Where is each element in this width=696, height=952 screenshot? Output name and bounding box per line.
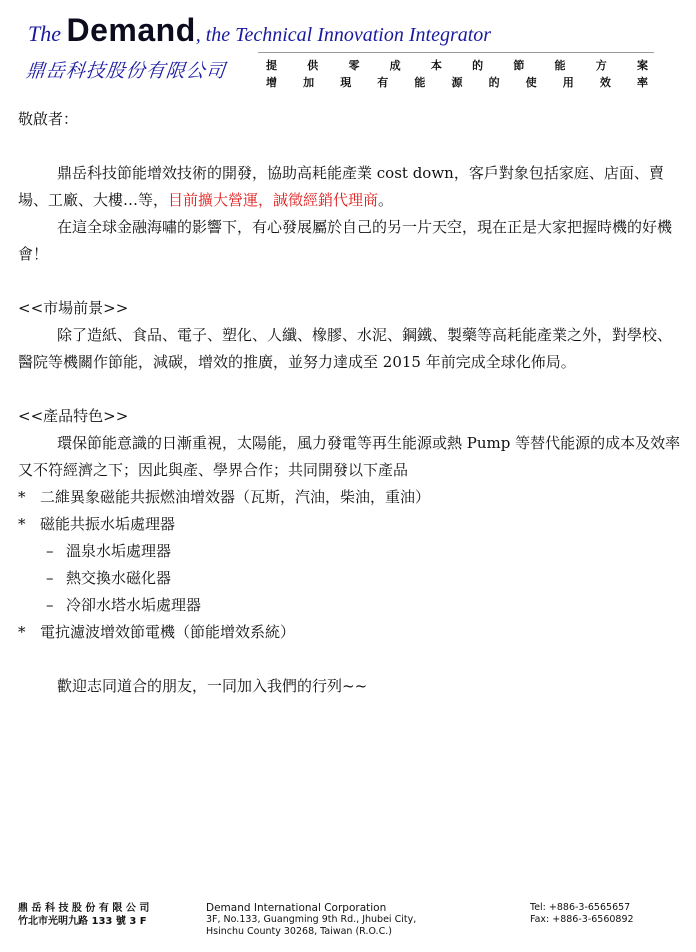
- slogan-char: 效: [599, 76, 611, 89]
- opportunity-paragraph: 在這全球金融海嘯的影響下，有心發展屬於自己的另一片天空，現在正是大家把握時機的好機會！: [18, 218, 673, 263]
- slogan-char: 有: [377, 76, 389, 89]
- intro-paragraph: [18, 160, 682, 214]
- product-paragraph: 環保節能意識的日漸重視，太陽能，風力發電等再生能源或熱 Pump 等替代能源的成本及效率又不符經濟之下；因此與產、學界合作；共同開發以下產品: [18, 434, 681, 479]
- company-name-zh: 鼎岳科技股份有限公司: [24, 60, 228, 82]
- slogan-char: 用: [562, 76, 574, 89]
- product-heading: <<產品特色>>: [18, 407, 129, 425]
- asterisk-bullet: *: [18, 515, 26, 533]
- footer-company-en: Demand International Corporation: [206, 902, 387, 914]
- slogan-char: 的: [488, 76, 500, 89]
- spacer: [18, 376, 682, 403]
- product-sub-item: [18, 538, 682, 565]
- slogan-char: 源: [451, 76, 463, 89]
- letterhead-rule: [258, 52, 654, 53]
- product-list-item: [18, 484, 682, 511]
- product-list-item: [18, 619, 682, 646]
- intro-end: 。: [378, 191, 394, 209]
- spacer: [18, 646, 682, 673]
- dash-bullet: –: [46, 569, 54, 587]
- asterisk-bullet: *: [18, 488, 26, 506]
- slogan-char: 案: [636, 59, 648, 72]
- footer-tel: Tel: +886-3-6565657: [530, 902, 631, 913]
- footer-address-en-1: 3F, No.133, Guangming 9th Rd., Jhubei City,: [206, 914, 417, 925]
- slogan-line-1: [266, 57, 648, 73]
- company-tagline: [28, 12, 491, 49]
- slogan-char: 的: [472, 59, 484, 72]
- product-sub-item: [18, 565, 682, 592]
- slogan-char: 能: [414, 76, 426, 89]
- slogan-line-2: [266, 74, 648, 90]
- slogan-char: 率: [636, 76, 648, 89]
- letter-body: [18, 106, 682, 700]
- market-heading: <<市場前景>>: [18, 299, 129, 317]
- market-paragraph: 除了造紙、食品、電子、塑化、人纖、橡膠、水泥、鋼鐵、製藥等高耗能產業之外，對學校、醫院等機關作節能，減碳，增效的推廣，並努力達成至 2015 年前完成全球化佈局。: [18, 326, 673, 371]
- intro-text: 鼎岳科技節能增效技術的開發，協助高耗能產業 cost down，客戶對象包括家庭、店面、賣場、工廠、大樓…等，: [18, 164, 664, 209]
- product-sub-text: 冷卻水塔水垢處理器: [66, 596, 202, 614]
- product-sub-text: 熱交換水磁化器: [66, 569, 172, 587]
- product-item-text: 電抗濾波增效節電機（節能增效系統）: [40, 623, 296, 641]
- salutation: 敬啟者：: [18, 110, 79, 128]
- slogan-char: 成: [389, 59, 401, 72]
- letterhead: [0, 0, 696, 100]
- slogan-char: 供: [307, 59, 319, 72]
- footer-company-zh: 鼎 岳 科 技 股 份 有 限 公 司: [18, 903, 150, 914]
- footer-zh-block: [18, 902, 149, 928]
- tagline-the: The: [28, 21, 61, 46]
- slogan-char: 能: [554, 59, 566, 72]
- slogan-char: 使: [525, 76, 537, 89]
- slogan-char: 節: [513, 59, 525, 72]
- product-sub-item: [18, 592, 682, 619]
- footer-fax: Fax: +886-3-6560892: [530, 914, 634, 925]
- product-list-item: [18, 511, 682, 538]
- dash-bullet: –: [46, 542, 54, 560]
- slogan-char: 提: [266, 59, 277, 72]
- footer-address-zh: 竹北市光明九路 133 號 3 F: [18, 916, 147, 927]
- tagline-rest: , the Technical Innovation Integrator: [195, 24, 492, 46]
- footer-address-en-2: Hsinchu County 30268, Taiwan (R.O.C.): [206, 926, 392, 937]
- product-item-text: 磁能共振水垢處理器: [40, 515, 176, 533]
- recruitment-highlight: 目前擴大營運，誠徵經銷代理商: [168, 191, 379, 209]
- slogan-char: 加: [303, 76, 315, 89]
- spacer: [18, 133, 682, 160]
- dash-bullet: –: [46, 596, 54, 614]
- slogan-char: 方: [595, 59, 607, 72]
- product-sub-text: 溫泉水垢處理器: [66, 542, 172, 560]
- asterisk-bullet: *: [18, 623, 26, 641]
- product-item-text: 二維異象磁能共振燃油增效器（瓦斯，汽油，柴油，重油）: [40, 488, 431, 506]
- footer-contact-block: [530, 902, 634, 926]
- spacer: [18, 268, 682, 295]
- slogan-char: 增: [266, 76, 277, 89]
- slogan-char: 本: [430, 59, 442, 72]
- brand-logo-text: Demand: [66, 12, 196, 48]
- slogan-char: 現: [340, 76, 352, 89]
- closing-line: 歡迎志同道合的朋友，一同加入我們的行列~~: [57, 677, 368, 695]
- footer-en-block: [206, 902, 416, 938]
- slogan-char: 零: [348, 59, 360, 72]
